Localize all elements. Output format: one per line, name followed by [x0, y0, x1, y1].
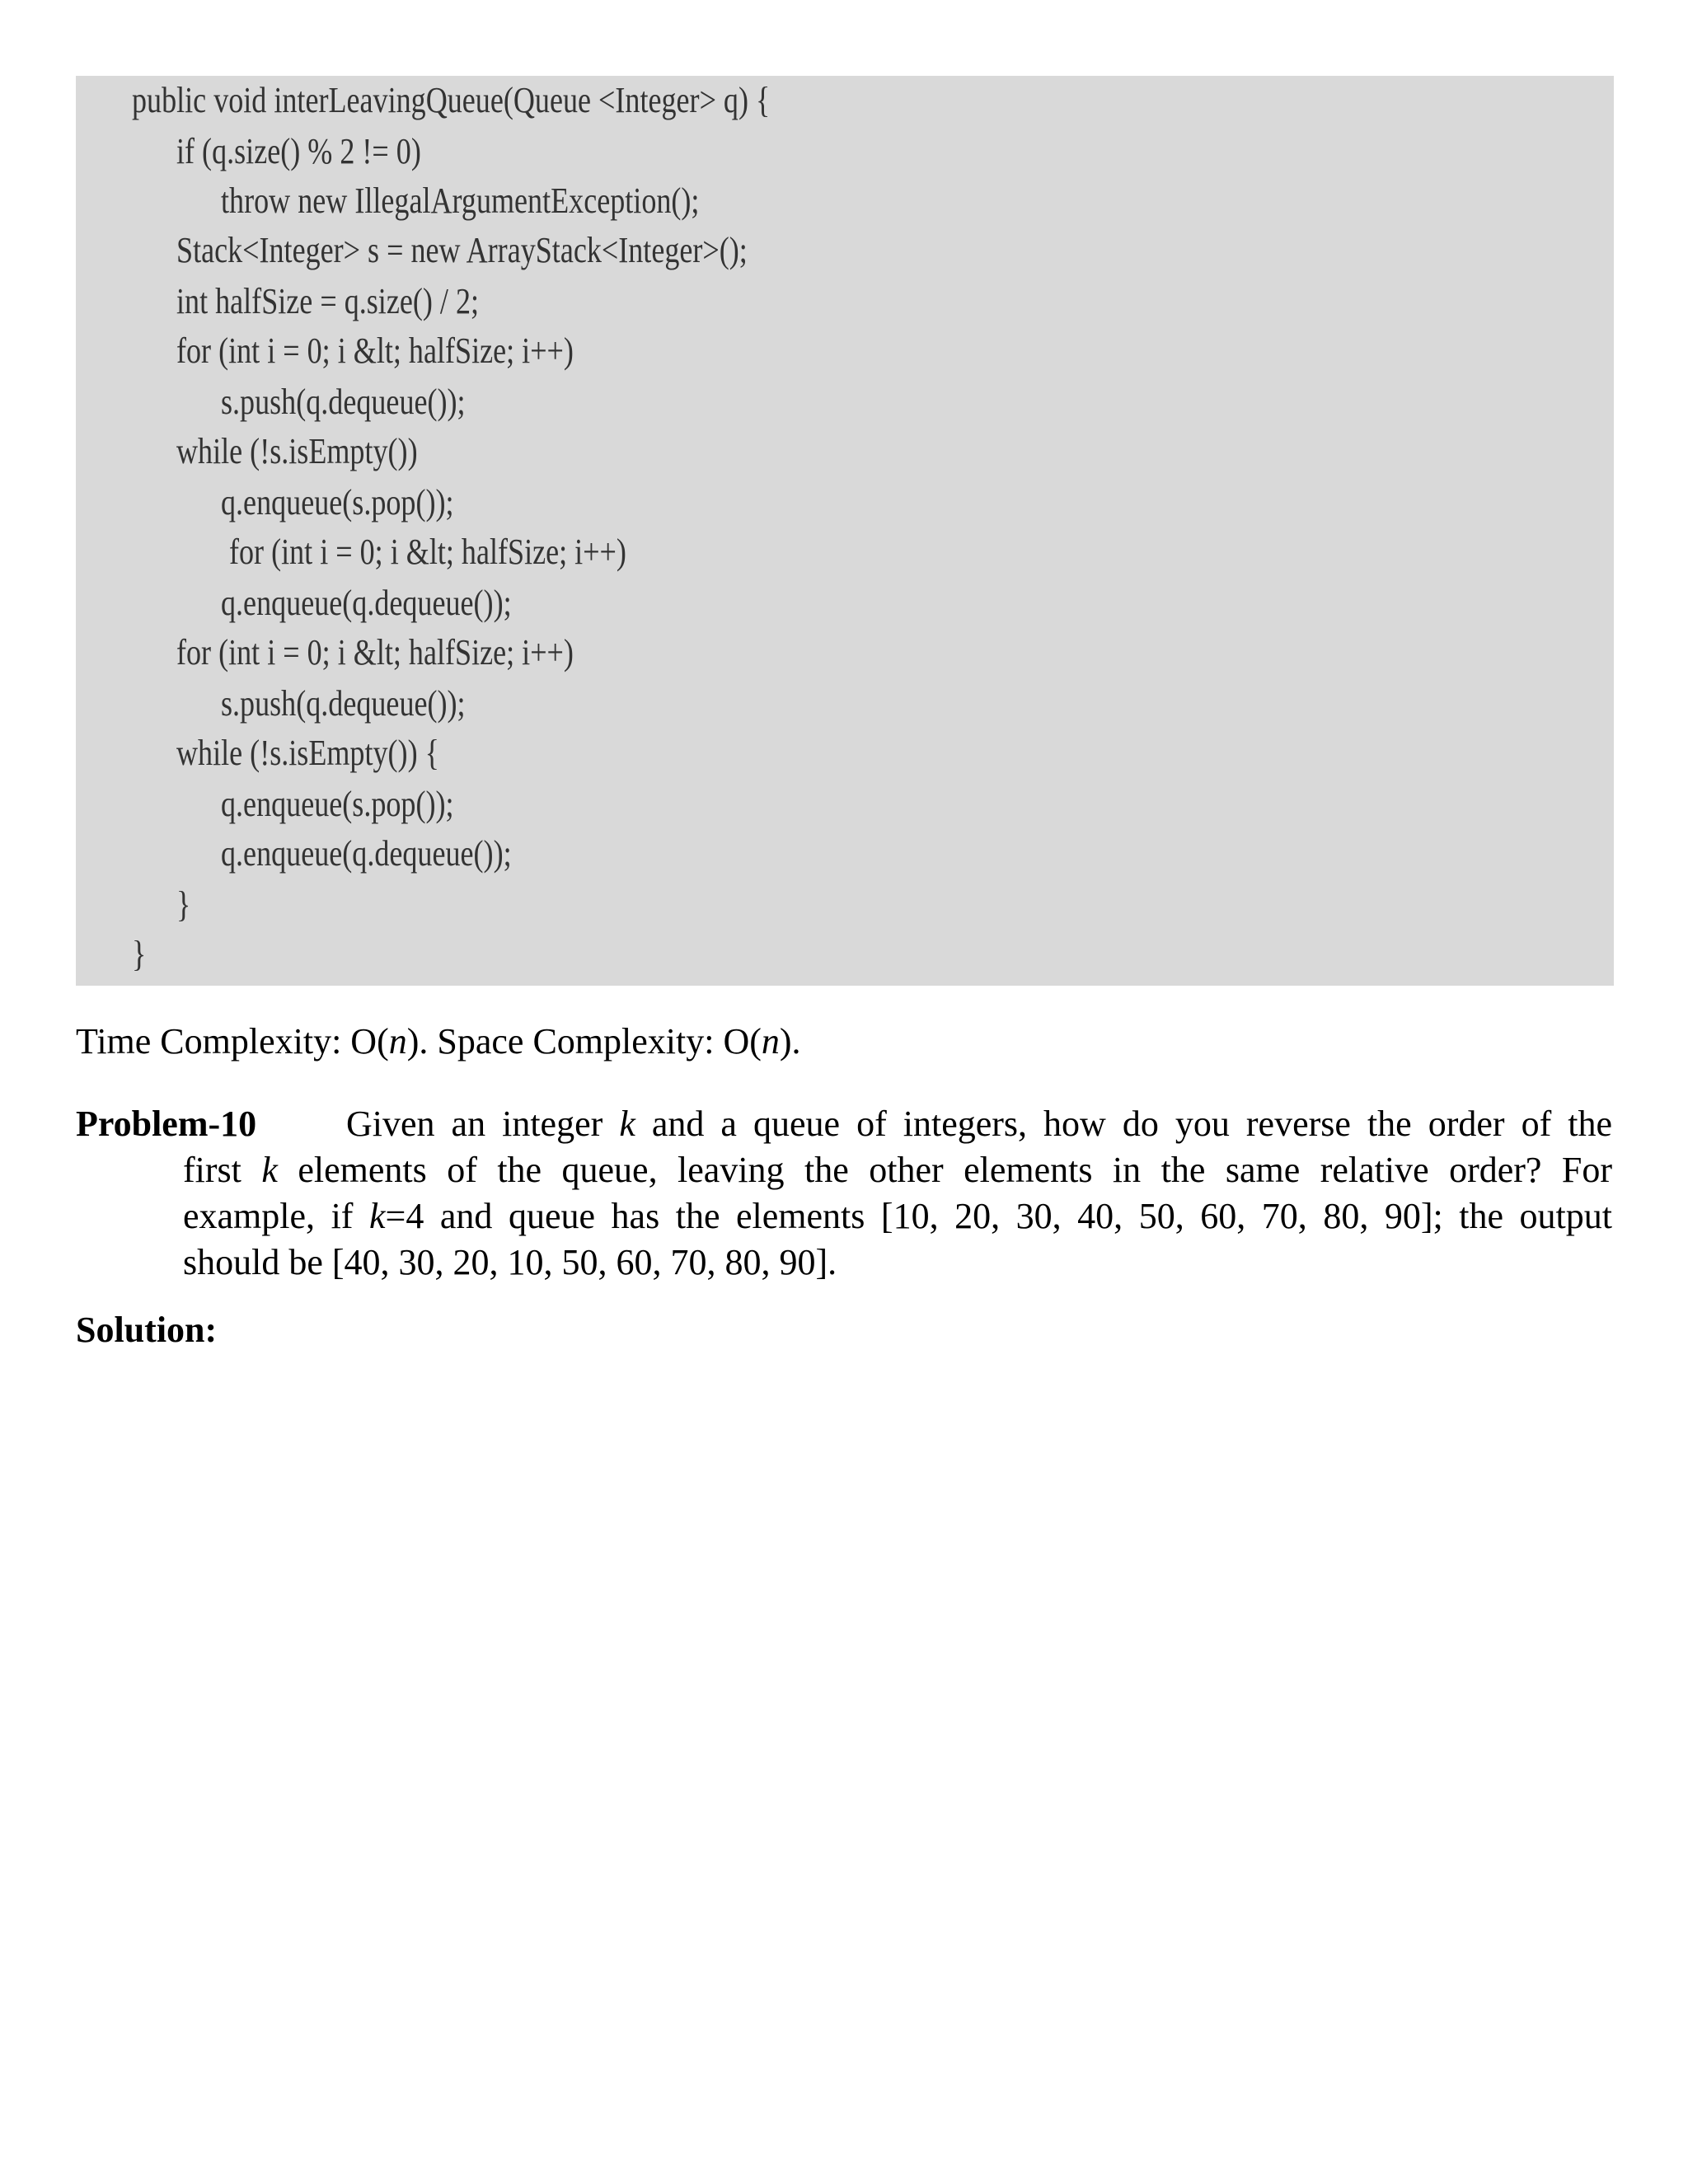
code-block	[76, 76, 1614, 986]
problem-label: Problem-10	[76, 1104, 257, 1144]
problem-text: Given an integer	[346, 1104, 603, 1144]
code-line: if (q.size() % 2 != 0)	[176, 131, 421, 171]
problem-var-k: k	[261, 1150, 278, 1190]
problem-line-1	[346, 1101, 1612, 1147]
code-line: s.push(q.dequeue());	[221, 683, 466, 724]
complexity-text: ).	[779, 1021, 801, 1062]
complexity-var: n	[388, 1021, 407, 1062]
problem-text: first	[183, 1150, 241, 1190]
complexity-statement	[76, 1019, 801, 1065]
code-line: for (int i = 0; i &lt; halfSize; i++)	[176, 330, 574, 371]
code-line: q.enqueue(q.dequeue());	[221, 583, 512, 623]
code-line: public void interLeavingQueue(Queue <Integer> q) {	[132, 80, 771, 120]
code-line: q.enqueue(q.dequeue());	[221, 833, 512, 874]
problem-var-k: k	[619, 1104, 635, 1144]
code-line: }	[176, 884, 191, 925]
problem-line-3	[183, 1193, 1612, 1240]
problem-text: elements of the queue, leaving the other elements in the same relative order? For	[298, 1150, 1612, 1190]
complexity-text: Time Complexity: O(	[76, 1021, 389, 1062]
code-line: throw new IllegalArgumentException();	[221, 180, 700, 221]
code-line: q.enqueue(s.pop());	[221, 482, 454, 523]
code-line: for (int i = 0; i &lt; halfSize; i++)	[176, 632, 574, 673]
code-line: q.enqueue(s.pop());	[221, 784, 454, 824]
code-line: int halfSize = q.size() / 2;	[176, 281, 480, 321]
solution-heading: Solution:	[76, 1310, 218, 1350]
code-line: }	[132, 934, 147, 974]
problem-text: and a queue of integers, how do you reverse the order of the	[651, 1104, 1612, 1144]
problem-text: example, if	[183, 1196, 354, 1236]
problem-var-k: k	[369, 1196, 386, 1236]
code-line: while (!s.isEmpty()) {	[176, 733, 439, 773]
complexity-text: ). Space Complexity: O(	[406, 1021, 762, 1062]
complexity-var: n	[761, 1021, 780, 1062]
code-line: s.push(q.dequeue());	[221, 382, 466, 422]
code-line: while (!s.isEmpty())	[176, 431, 418, 471]
problem-text: =4 and queue has the elements [10, 20, 30, 40, 50, 60, 70, 80, 90]; the output	[385, 1196, 1612, 1236]
problem-line-2	[183, 1147, 1612, 1193]
problem-line-4: should be [40, 30, 20, 10, 50, 60, 70, 80, 90].	[183, 1242, 837, 1282]
code-line: Stack<Integer> s = new ArrayStack<Integer>();	[176, 230, 748, 270]
code-line: for (int i = 0; i &lt; halfSize; i++)	[229, 532, 626, 572]
